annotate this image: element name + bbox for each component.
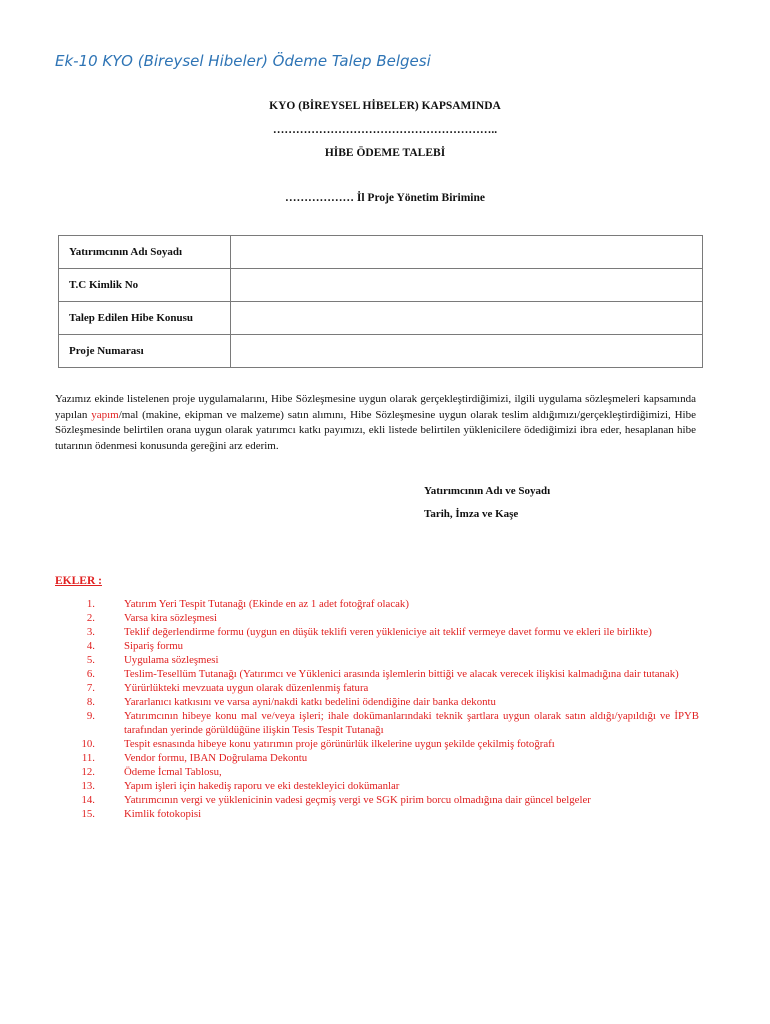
list-item	[55, 751, 699, 765]
table-row	[59, 335, 703, 368]
list-item	[55, 681, 699, 695]
attachments-list	[55, 597, 699, 821]
list-item	[55, 639, 699, 653]
table-row	[59, 302, 703, 335]
list-item-text: Teslim-Tesellüm Tutanağı (Yatırımcı ve Yüklenici arasında işlemlerin bittiği ve alacak verecek ilişkisi kalmadığına dair tutanak)	[124, 668, 679, 680]
list-item-text: Yapım işleri için hakediş raporu ve eki destekleyici dokümanlar	[124, 780, 400, 792]
list-item	[55, 653, 699, 667]
list-item-number: 12.	[81, 766, 95, 778]
list-item-text: Varsa kira sözleşmesi	[124, 612, 217, 624]
paragraph-highlight: yapım	[91, 408, 119, 421]
list-item-text: Yatırımcının vergi ve yüklenicinin vadesi geçmiş vergi ve SGK pirim borcu olmadığına dair güncel belgeler	[124, 794, 591, 806]
list-item-number: 8.	[86, 696, 95, 708]
list-item-text: Yürürlükteki mevzuata uygun olarak düzenlenmiş fatura	[124, 682, 369, 694]
list-item-text: Tespit esnasında hibeye konu yatırımın proje görünürlük ilkelerine uygun şekilde çekilmiş fotoğrafı	[124, 738, 555, 750]
list-item-number: 3.	[86, 626, 95, 638]
list-item-number: 6.	[86, 668, 95, 680]
row-value-tc-no[interactable]	[231, 269, 703, 302]
list-item-text: Kimlik fotokopisi	[124, 808, 202, 820]
list-item-text: Teklif değerlendirme formu (uygun en düşük teklifi veren yükleniciye ait teklif vermeye davet formu ve ekleri ile birlikte)	[124, 626, 652, 638]
list-item	[55, 611, 699, 625]
list-item-number: 14.	[81, 794, 95, 806]
row-label-grant-subject: Talep Edilen Hibe Konusu	[59, 302, 231, 335]
list-item-number: 9.	[86, 710, 95, 722]
list-item-number: 7.	[86, 682, 95, 694]
list-item-number: 11.	[81, 752, 95, 764]
list-item	[55, 737, 699, 751]
list-item-text: Vendor formu, IBAN Doğrulama Dekontu	[124, 752, 308, 764]
list-item-text: Yatırım Yeri Tespit Tutanağı (Ekinde en az 1 adet fotoğraf olacak)	[124, 598, 409, 610]
row-value-project-no[interactable]	[231, 335, 703, 368]
row-label-name: Yatırımcının Adı Soyadı	[59, 236, 231, 269]
request-paragraph	[55, 392, 696, 454]
signature-name-label: Yatırımcının Adı ve Soyadı	[424, 485, 551, 497]
list-item-number: 15.	[81, 808, 95, 820]
list-item	[55, 765, 699, 779]
table-row	[59, 269, 703, 302]
list-item-number: 1.	[86, 598, 95, 610]
list-item	[55, 779, 699, 793]
row-value-name[interactable]	[231, 236, 703, 269]
list-item	[55, 597, 699, 611]
list-item-text: Sipariş formu	[124, 640, 184, 652]
list-item-number: 5.	[86, 654, 95, 666]
table-row	[59, 236, 703, 269]
row-label-project-no: Proje Numarası	[59, 335, 231, 368]
row-value-grant-subject[interactable]	[231, 302, 703, 335]
list-item	[55, 695, 699, 709]
list-item-number: 13.	[81, 780, 95, 792]
heading-dots: …………………………………………………..	[272, 124, 498, 136]
heading-line-1: KYO (BİREYSEL HİBELER) KAPSAMINDA	[269, 100, 501, 112]
list-item-text: Yararlanıcı katkısını ve varsa ayni/nakdi katkı bedelini ödendiğine dair banka dekontu	[124, 696, 496, 708]
list-item-text: Ödeme İcmal Tablosu,	[124, 766, 222, 778]
signature-date-label: Tarih, İmza ve Kaşe	[424, 508, 519, 520]
list-item-number: 10.	[81, 738, 95, 750]
list-item-number: 2.	[86, 612, 95, 624]
list-item-number: 4.	[86, 640, 95, 652]
list-item	[55, 709, 699, 737]
list-item-text: Yatırımcının hibeye konu mal ve/veya işleri; ihale dokümanlarındaki teknik şartlara uygun olarak satın aldığı/yapıldığı ve İPYB tarafından yerinde görüldüğüne ilişkin Tesis Tespit Tutanağı	[124, 710, 699, 736]
row-label-tc-no: T.C Kimlik No	[59, 269, 231, 302]
addressee-line: ……………… İl Proje Yönetim Birimine	[285, 192, 485, 204]
paragraph-part-1: Yazımız ekinde listelenen proje uygulamalarını, Hibe Sözleşmesine uygun olarak gerçekleştirdiğimizi, ilgili uygulama sözleşmeleri kapsamında yapılan	[55, 393, 696, 421]
paragraph-part-2: /mal (makine, ekipman ve malzeme) satın alımını, Hibe Sözleşmesine uygun olarak teslim aldığımızı/gerçekleştirdiğimizi, Hibe Sözleşmesinde belirtilen orana uygun olarak yatırımcı katkı payımızı, ekli listede belirtilen yüklenicilere ödediğimizi ibra eder, hesaplanan hibe tutarının ödenmesi konusunda gereğini arz ederim.	[55, 408, 696, 452]
document-title: Ek-10 KYO (Bireysel Hibeler) Ödeme Talep Belgesi	[55, 52, 431, 70]
list-item	[55, 625, 699, 639]
list-item	[55, 793, 699, 807]
applicant-info-table	[58, 235, 703, 368]
list-item	[55, 807, 699, 821]
list-item-text: Uygulama sözleşmesi	[124, 654, 219, 666]
attachments-heading: EKLER :	[55, 575, 102, 587]
heading-line-3: HİBE ÖDEME TALEBİ	[324, 147, 446, 159]
list-item	[55, 667, 699, 681]
